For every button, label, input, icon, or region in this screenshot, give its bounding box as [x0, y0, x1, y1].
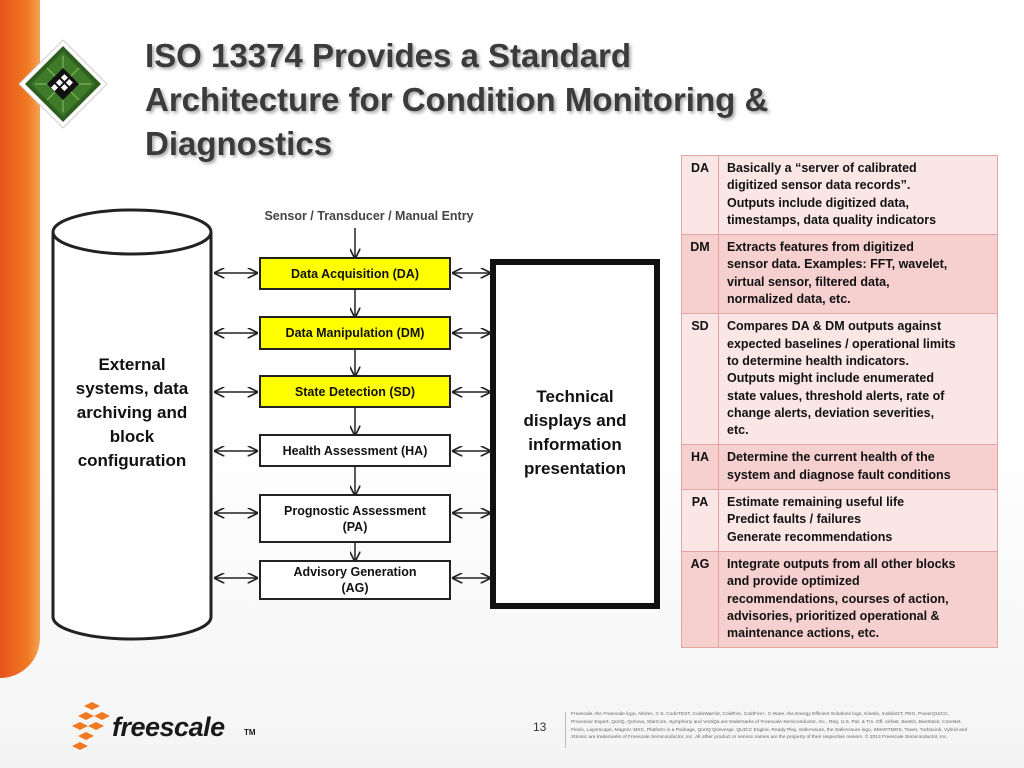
external-line: External — [98, 355, 166, 374]
block-definitions-table — [681, 155, 998, 648]
external-line: configuration — [77, 451, 187, 470]
table-description — [719, 445, 998, 490]
block-label: Advisory Generation — [293, 565, 417, 579]
description-line: Generate recommendations — [727, 529, 893, 544]
disclaimer-line: Flexis, Layerscape, MagniV, MXC, Platform in a Package, QorIQ Qonverge, QUICC Engine, Ready Play, SafeAssure, the SafeAssure logo, SMARTMOS, Tower, TurboLink, Vybrid and — [571, 727, 968, 733]
description-line: Extracts features from digitized — [727, 240, 914, 255]
title-line: Architecture for Condition Monitoring & — [145, 81, 769, 118]
description-line: maintenance actions, etc. — [727, 626, 880, 641]
table-row — [682, 314, 998, 445]
block-label: Data Manipulation (DM) — [285, 326, 425, 340]
table-row — [682, 551, 998, 647]
table-row — [682, 156, 998, 235]
table-description — [719, 156, 998, 235]
trademark-disclaimer — [571, 711, 999, 742]
block-state-detection — [259, 375, 451, 408]
technical-line: presentation — [523, 459, 627, 478]
description-line: advisories, prioritized operational & — [727, 608, 940, 623]
description-line: and provide optimized — [727, 574, 860, 589]
block-label: Health Assessment (HA) — [282, 443, 428, 458]
sensor-input-label: Sensor / Transducer / Manual Entry — [264, 209, 474, 223]
description-line: Estimate remaining useful life — [727, 495, 905, 510]
block-health-assessment — [259, 434, 451, 467]
table-code: DA — [682, 156, 719, 235]
table-description — [719, 314, 998, 445]
disclaimer-line: Freescale, the Freescale logo, AltiVec, C-5, CodeTEST, CodeWarrior, ColdFire, ColdFire+, C-Ware, the Energy Efficient Solutions logo, Kinetis, mobileGT, PEG, PowerQUICC, — [571, 712, 950, 717]
block-label: State Detection (SD) — [294, 384, 416, 399]
description-line: timestamps, data quality indicators — [727, 212, 937, 227]
table-description — [719, 235, 998, 314]
table-description — [719, 490, 998, 552]
description-line: expected baselines / operational limits — [727, 336, 956, 351]
title-line: Diagnostics — [145, 125, 333, 162]
description-line: sensor data. Examples: FFT, wavelet, — [727, 257, 948, 272]
block-label: Data Acquisition (DA) — [290, 266, 419, 281]
external-systems-label — [56, 353, 208, 473]
technical-line: Technical — [536, 387, 614, 406]
external-line: systems, data — [75, 379, 189, 398]
description-line: to determine health indicators. — [727, 353, 909, 368]
block-label: (AG) — [341, 581, 369, 595]
description-line: normalized data, etc. — [727, 292, 851, 307]
description-line: Compares DA & DM outputs against — [727, 319, 942, 334]
technical-line: information — [528, 435, 622, 454]
table-code: PA — [682, 490, 719, 552]
description-line: state values, threshold alerts, rate of — [727, 388, 945, 403]
description-line: Predict faults / failures — [727, 512, 862, 527]
block-label: (PA) — [342, 519, 368, 534]
description-line: recommendations, courses of action, — [727, 591, 949, 606]
table-code: HA — [682, 445, 719, 490]
block-data-manipulation — [259, 316, 451, 350]
description-line: Integrate outputs from all other blocks — [727, 556, 956, 571]
block-data-acquisition — [259, 257, 451, 290]
description-line: Outputs include digitized data, — [727, 195, 909, 210]
table-description — [719, 551, 998, 647]
description-line: Basically a “server of calibrated — [727, 161, 917, 175]
disclaimer-line: Processor Expert, QorIQ, Qorivva, StarCore, Symphony and VortiQa are trademarks of Freescale Semiconductor, Inc., Reg. U.S. Pat. & Tm. Off. Airfast, BeeKit, BeeStack, CoreNet, — [571, 719, 962, 725]
table-code: AG — [682, 551, 719, 647]
page-number: 13 — [533, 720, 547, 734]
block-label: Prognostic Assessment — [284, 503, 426, 518]
description-line: Determine the current health of the — [727, 450, 935, 465]
block-prognostic-assessment — [259, 494, 451, 543]
technical-line: displays and — [523, 411, 627, 430]
table-row — [682, 490, 998, 552]
description-line: digitized sensor data records”. — [727, 178, 911, 193]
external-line: block — [109, 427, 155, 446]
table-row — [682, 445, 998, 490]
table-code: SD — [682, 314, 719, 445]
freescale-wordmark: freescale — [112, 712, 225, 742]
description-line: Outputs might include enumerated — [727, 371, 934, 386]
table-code: DM — [682, 235, 719, 314]
external-line: archiving and — [76, 403, 188, 422]
title-line: ISO 13374 Provides a Standard — [145, 37, 632, 74]
block-advisory-generation — [259, 560, 451, 600]
technical-displays-label — [498, 385, 652, 481]
disclaimer-line: Xtrinsic are trademarks of Freescale Semiconductor, Inc. All other product or service names are the property of their respective owners. © 2013 Freescale Semiconductor, Inc. — [571, 735, 948, 741]
table-row — [682, 235, 998, 314]
footer-divider — [565, 712, 566, 748]
description-line: etc. — [727, 423, 749, 438]
description-line: change alerts, deviation severities, — [727, 405, 935, 420]
description-line: system and diagnose fault conditions — [727, 467, 951, 482]
trademark-symbol: TM — [244, 728, 256, 737]
description-line: virtual sensor, filtered data, — [727, 274, 890, 289]
